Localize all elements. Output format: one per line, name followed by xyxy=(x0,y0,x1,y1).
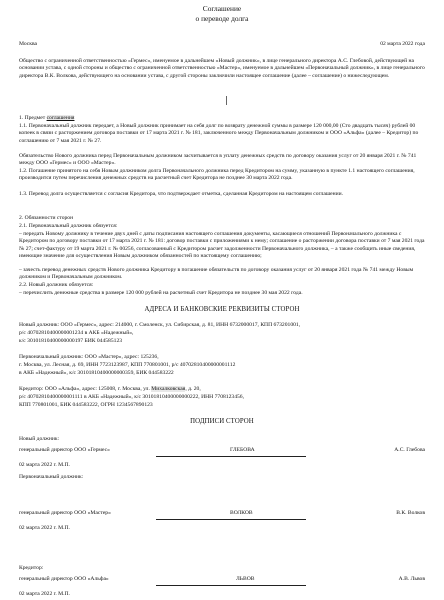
requisites-heading: АДРЕСА И БАНКОВСКИЕ РЕКВИЗИТЫ СТОРОН xyxy=(144,306,300,313)
section2-heading: 2. Обязанности сторон xyxy=(19,215,74,221)
creditor-line-2: р/с 40702810400000001111 в АКБ «Надежный», к/с 30101810400000000222, ИНН 7708123456, xyxy=(19,394,244,400)
clause-2-1: 2.1. Первоначальный должник обязуется: xyxy=(19,223,118,229)
clause-1-1b: Обязательство Нового должника перед Первоначальным должником засчитывается в уплату денежных средств по договору оказания услуг от 20 января 2021 г. № 741 между ООО «Гермес» и ООО «Мастер». xyxy=(19,153,417,167)
sig-date-new-debtor: 02 марта 2022 г. М.П. xyxy=(19,462,70,468)
preamble: Общество с ограниченной ответственностью «Гермес», именуемое в дальнейшем «Новый должник», в лице генерального директора А.С. Глебовой, действующей на основании устава, с одной стороны и общество с ограниченной ответственностью «Мастер», именуемое в дальнейшем «Первоначальный должник», в лице генерального директора В.К. Волкова, действующего на основании устава, с другой стороны заключили настоящее соглашение (далее – соглашение) о нижеследующем. xyxy=(19,58,425,79)
text-cursor xyxy=(226,96,227,105)
clause-2-1b: – зачесть перевод денежных средств Нового должника Кредитору в погашение обязательств по договору оказания услуг от 20 января 2021 года № 741 между Новым должником и Первоначальным должником. xyxy=(19,267,414,281)
sig-role-orig-debtor: Первоначальный должник: xyxy=(19,474,84,480)
clause-1-2: 1.2. Погашение принятого на себя Новым должником долга Первоначального должника перед Кредитором на сумму, указанную в пункте 1.1 настоящего соглашения, производится путем перечисления денежных средств на расчетный счет Кредитора не позднее 30 марта 2022 года. xyxy=(19,168,415,182)
place: Москва xyxy=(19,41,38,47)
section1-heading: 1. Предмет соглашения xyxy=(19,115,75,121)
orig-debtor-line-2: г. Москва, ул. Лесная, д. 69, ИНН 7723123987, КПП 770801001, р/с 40702810400000001112 xyxy=(19,362,236,368)
sig-date-orig-debtor: 02 марта 2022 г. М.П. xyxy=(19,525,70,531)
new-debtor-line-2: р/с 40702810400000001234 в АКБ «Надежный», xyxy=(19,330,134,336)
clause-1-3: 1.3. Перевод долга осуществляется с согласия Кредитора, что подтверждает отметка, сделанная Кредитором на настоящем соглашении. xyxy=(19,191,343,197)
new-debtor-line-1: Новый должник: ООО «Гермес», адрес: 214000, г. Смоленск, ул. Сибирская, д. 81, ИНН 6732000017, КПП 673201001, xyxy=(19,322,301,328)
document-title: Соглашение xyxy=(202,4,242,13)
sig-signature-orig-debtor: ВОЛКОВ xyxy=(230,510,253,516)
clause-1-1: 1.1. Первоначальный должник передает, а Новый должник принимает на себя долг по возврату денежной суммы в размере 120 000,00 (Сто двадцать тысяч) рублей 00 копеек в связи с расторжением договора поставки от 17 марта 2021 г. № 181, заключенного между Первоначальным должником и ООО «Альфа» (далее – Кредитор) по соглашению от 7 мая 2021 г. № 27. xyxy=(19,123,419,144)
clause-2-1a: – передать Новому должнику в течение двух дней с даты подписания настоящего соглашения документы, касающиеся отношений Первоначального должника с Кредитором по договору поставки от 17 марта 2021 г. № 181: договор поставки с приложениями к нему; соглашение о расторжении договора поставки от 7 мая 2021 года № 27; счет-фактуру от 19 марта 2021 г. № 00256, согласованный с Кредитором расчет задолженности Первоначального должника, – а также сообщить иные сведения, имеющие значение для осуществления Новым должником обязанностей по настоящему соглашению; xyxy=(19,231,425,259)
signature-line xyxy=(156,585,306,586)
sig-name-orig-debtor: В.К. Волков xyxy=(396,510,425,516)
orig-debtor-line-3: в АКБ «Надежный», к/с 30101810400000000359, БИК 044583222 xyxy=(19,370,174,376)
sig-role-creditor: Кредитор: xyxy=(19,565,44,571)
signature-line xyxy=(156,456,306,457)
creditor-line-3: КПП 770801001, БИК 044583222, ОГРН 1234567890123 xyxy=(19,402,153,408)
document-subtitle: о переводе долга xyxy=(195,14,249,23)
orig-debtor-line-1: Первоначальный должник: ООО «Мастер», адрес: 125236, xyxy=(19,354,159,360)
new-debtor-line-3: к/с 30101810400000000197 БИК 044585123 xyxy=(19,338,123,344)
signatures-heading: ПОДПИСИ СТОРОН xyxy=(190,418,254,425)
clause-2-2a: – перечислить денежные средства в размере 120 000 рублей на расчетный счет Кредитора не позднее 30 мая 2022 года. xyxy=(19,290,303,296)
sig-signature-creditor: ЛЬВОВ xyxy=(236,576,255,582)
sig-name-creditor: А.В. Львов xyxy=(398,576,425,582)
sig-role-new-debtor: Новый должник: xyxy=(19,436,60,442)
sig-signature-new-debtor: ГЛЕБОВА xyxy=(230,447,255,453)
creditor-line-1: Кредитор: ООО «Альфа», адрес: 125008, г. Москва, ул. Михалковская, д. 20, xyxy=(19,386,201,392)
sig-position-orig-debtor: генеральный директор ООО «Мастер» xyxy=(19,510,111,516)
sig-position-new-debtor: генеральный директор ООО «Гермес» xyxy=(19,447,110,453)
sig-position-creditor: генеральный директор ООО «Альфа» xyxy=(19,576,109,582)
date: 02 марта 2022 года xyxy=(380,41,425,47)
sig-name-new-debtor: А.С. Глебова xyxy=(394,447,425,453)
clause-2-2: 2.2. Новый должник обязуется: xyxy=(19,282,94,288)
signature-line xyxy=(156,519,306,520)
sig-date-creditor: 02 марта 2022 г. М.П. xyxy=(19,591,70,597)
